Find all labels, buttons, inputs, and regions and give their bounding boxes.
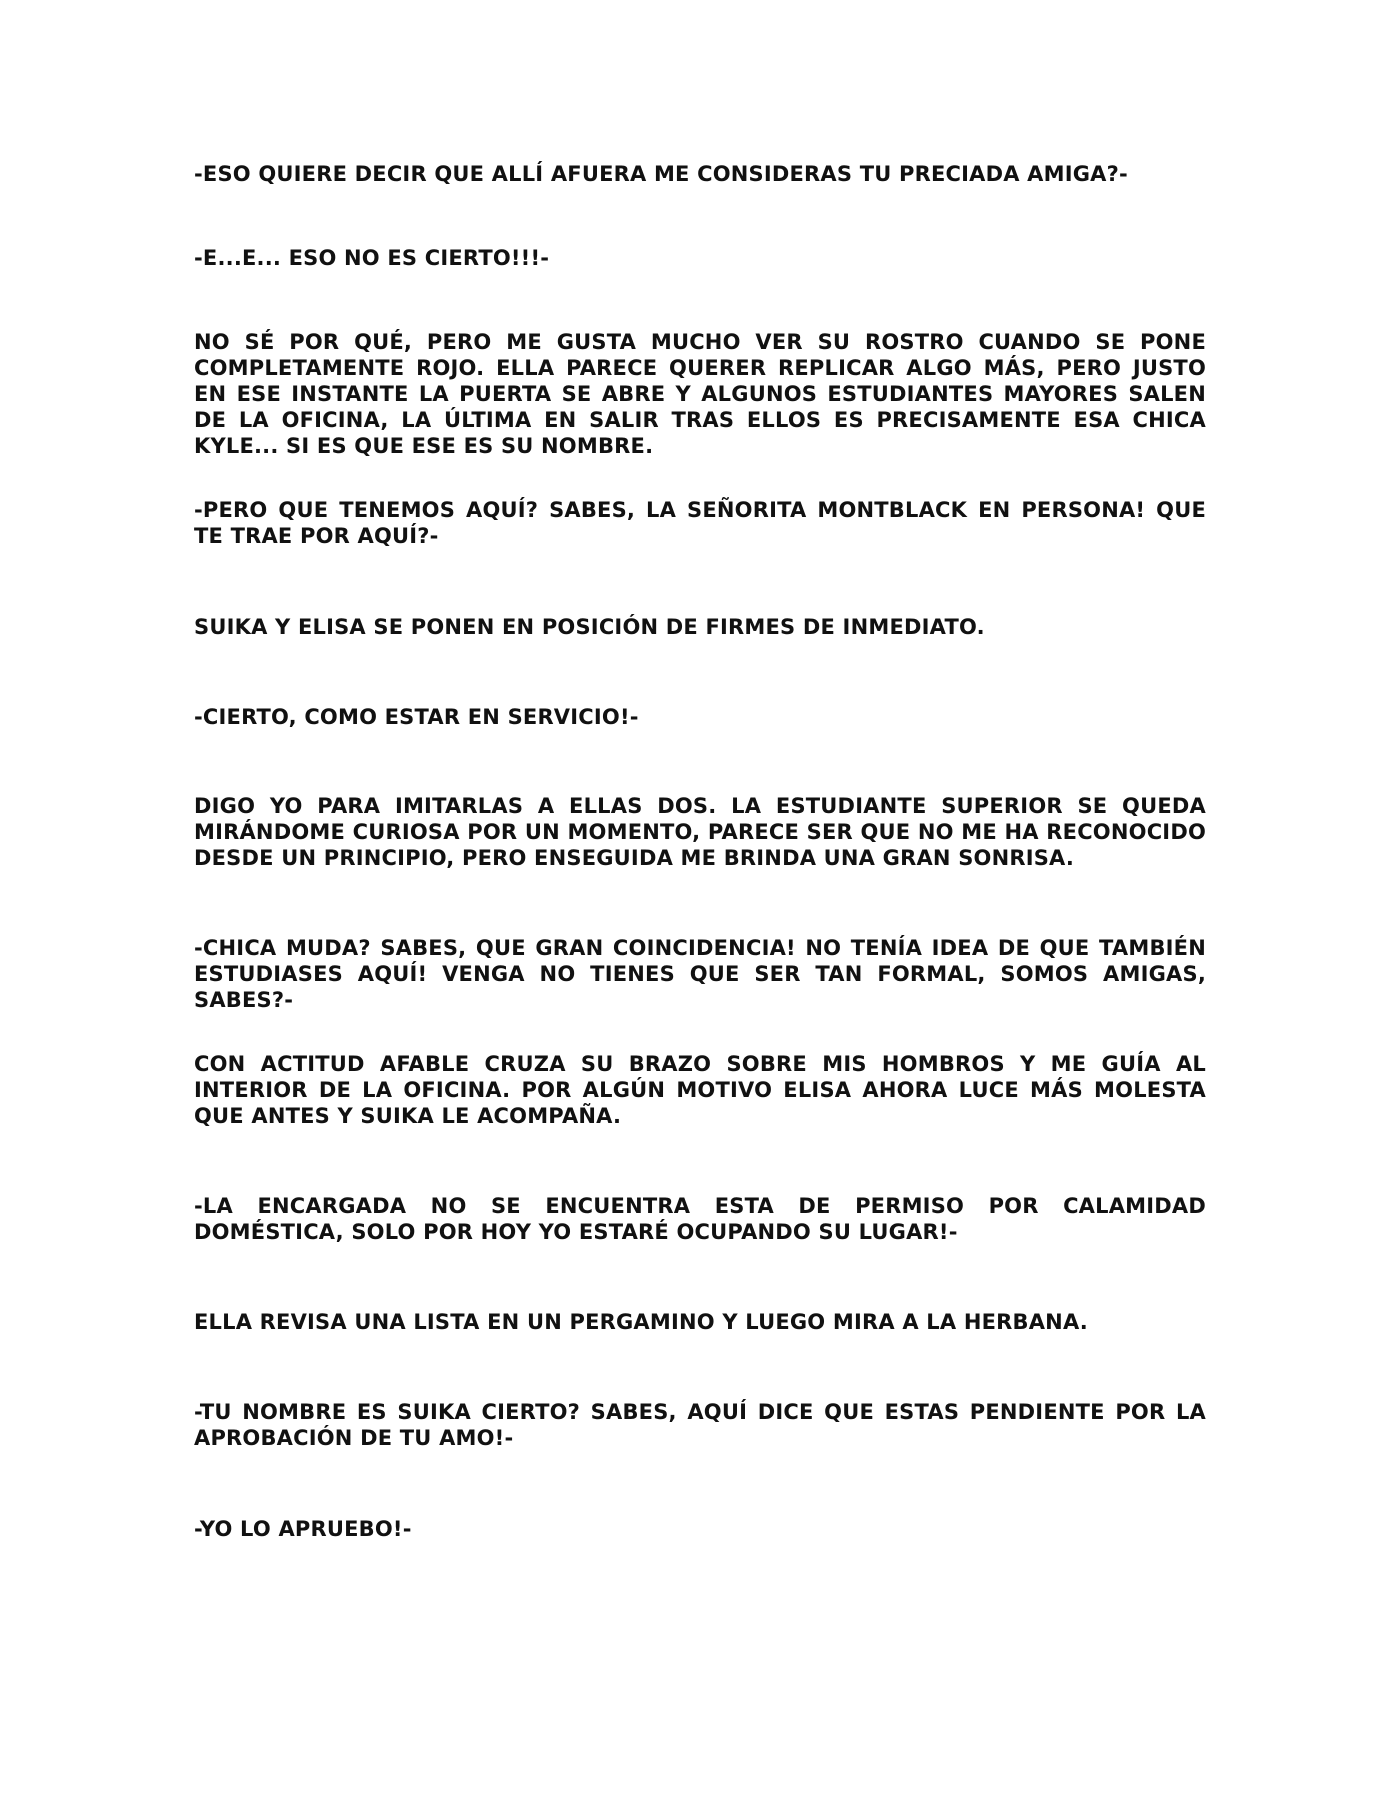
paragraph-9: CON ACTITUD AFABLE CRUZA SU BRAZO SOBRE MIS HOMBROS Y ME GUÍA AL INTERIOR DE LA OFICINA. POR ALGÚN MOTIVO ELISA AHORA LUCE MÁS MOLESTA QUE ANTES Y SUIKA LE ACOMPAÑA. <box>194 1052 1206 1128</box>
paragraph-6: -CIERTO, COMO ESTAR EN SERVICIO!- <box>194 705 639 729</box>
paragraph-3: NO SÉ POR QUÉ, PERO ME GUSTA MUCHO VER SU ROSTRO CUANDO SE PONE COMPLETAMENTE ROJO. ELLA PARECE QUERER REPLICAR ALGO MÁS, PERO JUSTO EN ESE INSTANTE LA PUERTA SE ABRE Y ALGUNOS ESTUDIANTES MAYORES SALEN DE LA OFICINA, LA ÚLTIMA EN SALIR TRAS ELLOS ES PRECISAMENTE ESA CHICA KYLE... SI ES QUE ESE ES SU NOMBRE. <box>194 330 1206 458</box>
paragraph-8: -CHICA MUDA? SABES, QUE GRAN COINCIDENCIA! NO TENÍA IDEA DE QUE TAMBIÉN ESTUDIASES AQUÍ! VENGA NO TIENES QUE SER TAN FORMAL, SOMOS AMIGAS, SABES?- <box>194 936 1206 1012</box>
paragraph-13: -YO LO APRUEBO!- <box>194 1517 412 1541</box>
paragraph-7: DIGO YO PARA IMITARLAS A ELLAS DOS. LA ESTUDIANTE SUPERIOR SE QUEDA MIRÁNDOME CURIOSA POR UN MOMENTO, PARECE SER QUE NO ME HA RECONOCIDO DESDE UN PRINCIPIO, PERO ENSEGUIDA ME BRINDA UNA GRAN SONRISA. <box>194 794 1206 870</box>
paragraph-10: -LA ENCARGADA NO SE ENCUENTRA ESTA DE PERMISO POR CALAMIDAD DOMÉSTICA, SOLO POR HOY YO ESTARÉ OCUPANDO SU LUGAR!- <box>194 1194 1206 1244</box>
paragraph-12: -TU NOMBRE ES SUIKA CIERTO? SABES, AQUÍ DICE QUE ESTAS PENDIENTE POR LA APROBACIÓN DE TU AMO!- <box>194 1400 1206 1450</box>
paragraph-1: -ESO QUIERE DECIR QUE ALLÍ AFUERA ME CONSIDERAS TU PRECIADA AMIGA?- <box>194 162 1128 186</box>
paragraph-4: -PERO QUE TENEMOS AQUÍ? SABES, LA SEÑORITA MONTBLACK EN PERSONA! QUE TE TRAE POR AQUÍ?- <box>194 498 1206 548</box>
paragraph-5: SUIKA Y ELISA SE PONEN EN POSICIÓN DE FIRMES DE INMEDIATO. <box>194 615 985 639</box>
paragraph-11: ELLA REVISA UNA LISTA EN UN PERGAMINO Y LUEGO MIRA A LA HERBANA. <box>194 1310 1088 1334</box>
paragraph-2: -E...E... ESO NO ES CIERTO!!!- <box>194 246 550 270</box>
